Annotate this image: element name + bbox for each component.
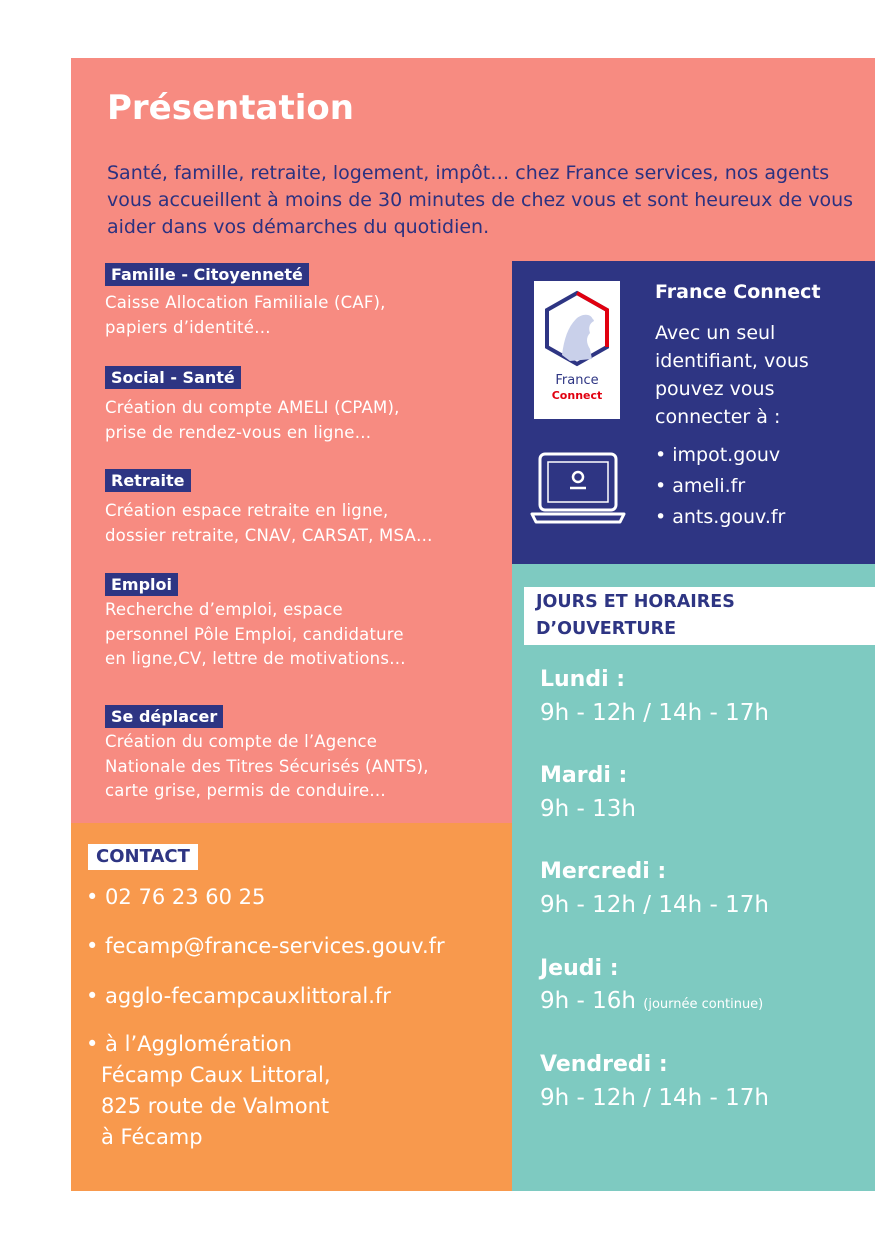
contact-phone[interactable]: • 02 76 23 60 25 <box>86 885 266 909</box>
france-connect-list <box>655 440 785 533</box>
desc-line: personnel Pôle Emploi, candidature <box>105 624 404 644</box>
heading-line: JOURS ET HORAIRES <box>536 592 735 612</box>
desc-line: Caisse Allocation Familiale (CAF), <box>105 293 386 312</box>
category-social-label: Social - Santé <box>105 366 241 389</box>
france-connect-text: Avec un seul identifiant, vous pouvez vous connecter à : <box>655 322 809 428</box>
day-label-jeudi: Jeudi : <box>540 956 619 981</box>
category-famille-label: Famille - Citoyenneté <box>105 263 309 286</box>
day-label-lundi: Lundi : <box>540 667 626 692</box>
time-mercredi: 9h - 12h / 14h - 17h <box>540 892 769 918</box>
presentation-text: Santé, famille, retraite, logement, impôt… chez France services, nos agents vous accueillent à moins de 30 minutes de chez vous et sont heureux de vous aider dans vos démarches du quotidien. <box>107 162 854 238</box>
day-label-vendredi: Vendredi : <box>540 1052 668 1077</box>
time-lundi: 9h - 12h / 14h - 17h <box>540 700 769 726</box>
time-note: (journée continue) <box>643 997 764 1012</box>
address-line: à Fécamp <box>101 1125 203 1149</box>
category-emploi-desc <box>105 598 505 672</box>
logo-text-connect: Connect <box>551 389 603 402</box>
category-deplacer-label: Se déplacer <box>105 705 223 728</box>
time-mardi: 9h - 13h <box>540 796 636 822</box>
opening-hours-heading <box>524 587 875 645</box>
list-item: • impot.gouv <box>655 444 781 466</box>
france-connect-logo <box>534 281 620 419</box>
time-jeudi <box>540 986 763 1020</box>
contact-label: CONTACT <box>88 844 198 870</box>
desc-line: prise de rendez-vous en ligne… <box>105 422 372 442</box>
address-line: Fécamp Caux Littoral, <box>101 1063 331 1087</box>
day-label-mardi: Mardi : <box>540 763 628 788</box>
desc-line: Nationale des Titres Sécurisés (ANTS), <box>105 756 429 776</box>
presentation-title: Présentation <box>107 88 354 128</box>
address-line: 825 route de Valmont <box>101 1094 330 1118</box>
address-line: • à l’Agglomération <box>86 1032 292 1056</box>
desc-line: carte grise, permis de conduire… <box>105 781 387 800</box>
contact-email[interactable]: • fecamp@france-services.gouv.fr <box>86 934 445 958</box>
category-social-desc <box>105 396 505 445</box>
time-vendredi: 9h - 12h / 14h - 17h <box>540 1085 769 1111</box>
desc-line: en ligne,CV, lettre de motivations… <box>105 649 406 668</box>
time-value: 9h - 16h <box>540 988 636 1014</box>
desc-line: papiers d’identité… <box>105 317 271 337</box>
desc-line: dossier retraite, CNAV, CARSAT, MSA… <box>105 525 433 545</box>
contact-website[interactable]: • agglo-fecampcauxlittoral.fr <box>86 984 391 1008</box>
marianne-logo-icon <box>534 281 620 419</box>
desc-line: Création espace retraite en ligne, <box>105 501 389 520</box>
category-famille-desc <box>105 291 505 340</box>
list-item: • ants.gouv.fr <box>655 506 786 528</box>
laptop-icon <box>530 450 626 530</box>
desc-line: Création du compte AMELI (CPAM), <box>105 398 400 417</box>
list-item: • ameli.fr <box>655 475 746 497</box>
heading-line: D’OUVERTURE <box>536 619 677 639</box>
category-deplacer-desc <box>105 730 505 804</box>
day-label-mercredi: Mercredi : <box>540 859 667 884</box>
desc-line: Création du compte de l’Agence <box>105 732 378 751</box>
logo-text-france: France <box>555 373 599 388</box>
france-connect-title: France Connect <box>655 281 821 303</box>
category-emploi-label: Emploi <box>105 573 178 596</box>
desc-line: Recherche d’emploi, espace <box>105 600 343 619</box>
contact-address <box>86 1029 331 1153</box>
category-retraite-desc <box>105 499 505 548</box>
category-retraite-label: Retraite <box>105 469 191 492</box>
